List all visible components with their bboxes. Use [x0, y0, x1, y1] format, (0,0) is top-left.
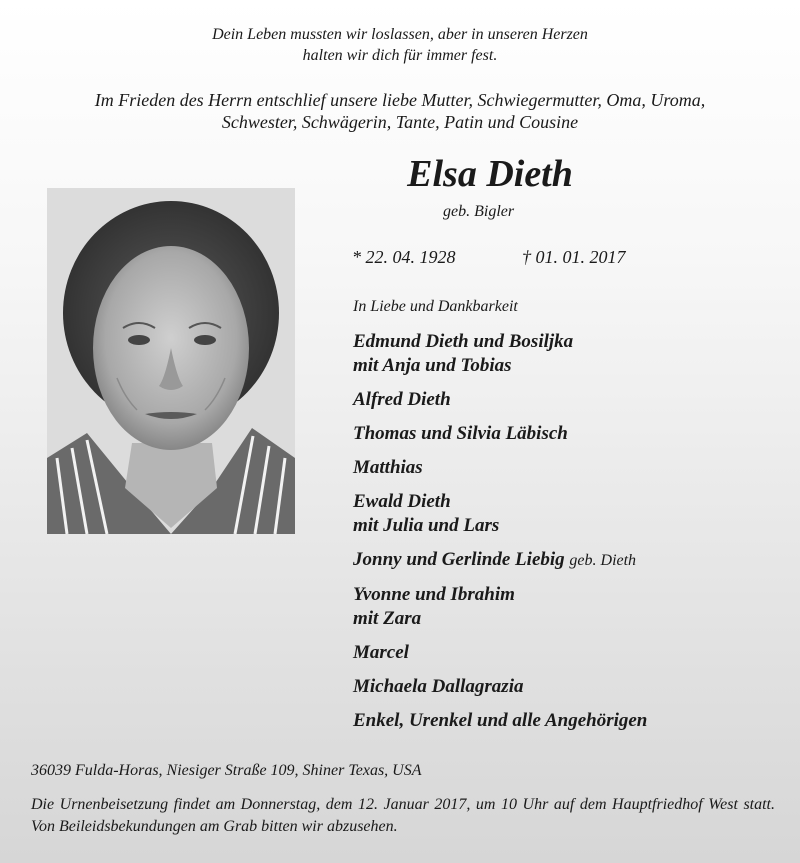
intro-line: Schwester, Schwägerin, Tante, Patin und Cousine [221, 112, 579, 132]
mourner-name: Yvonne und Ibrahim [353, 584, 515, 605]
mourner-subline: mit Zara [353, 608, 422, 629]
mourner-entry [353, 548, 793, 573]
birth-date: * 22. 04. 1928 [352, 247, 456, 267]
thanks-line: In Liebe und Dankbarkeit [353, 298, 518, 315]
mourner-name: Marcel [353, 642, 409, 663]
intro-text [0, 89, 800, 133]
mourner-name: Jonny und Gerlinde Liebig [353, 549, 565, 570]
funeral-notice: Die Urnenbeisetzung findet am Donnerstag, dem 12. Januar 2017, um 10 Uhr auf dem Hauptfriedhof West statt. Von Beileidsbekundungen am Grab bitten wir abzusehen. [31, 796, 775, 835]
intro-line: Im Frieden des Herrn entschlief unsere liebe Mutter, Schwiegermutter, Oma, Uroma, [94, 90, 706, 110]
mourner-entry [353, 388, 793, 412]
address-line: 36039 Fulda-Horas, Niesiger Straße 109, Shiner Texas, USA [31, 762, 422, 779]
mourner-name: Alfred Dieth [353, 389, 451, 410]
mourner-entry [353, 641, 793, 665]
motto [0, 24, 800, 66]
mourner-name: Matthias [353, 457, 423, 478]
mourner-entry [353, 583, 793, 631]
death-date: † 01. 01. 2017 [522, 247, 626, 267]
mourner-entry [353, 330, 793, 378]
motto-line: halten wir dich für immer fest. [302, 47, 498, 64]
mourner-subline: mit Anja und Tobias [353, 355, 512, 376]
motto-line: Dein Leben mussten wir loslassen, aber in unseren Herzen [212, 26, 588, 43]
mourner-name: Michaela Dallagrazia [353, 676, 524, 697]
mourner-note: geb. Dieth [569, 552, 637, 569]
mourner-entry [353, 456, 793, 480]
portrait-image [47, 188, 295, 534]
maiden-name: geb. Bigler [443, 203, 515, 220]
portrait-photo [47, 188, 295, 534]
mourner-entry [353, 490, 793, 538]
mourner-name: Ewald Dieth [353, 491, 451, 512]
mourner-name: Enkel, Urenkel und alle Angehörigen [353, 710, 648, 731]
mourner-entry [353, 675, 793, 699]
mourner-entry [353, 422, 793, 446]
deceased-name: Elsa Dieth [407, 153, 573, 195]
mourner-subline: mit Julia und Lars [353, 515, 500, 536]
mourners-list [353, 330, 793, 743]
mourner-name: Thomas und Silvia Läbisch [353, 423, 568, 444]
mourner-entry [353, 709, 793, 733]
mourner-name: Edmund Dieth und Bosiljka [353, 331, 574, 352]
